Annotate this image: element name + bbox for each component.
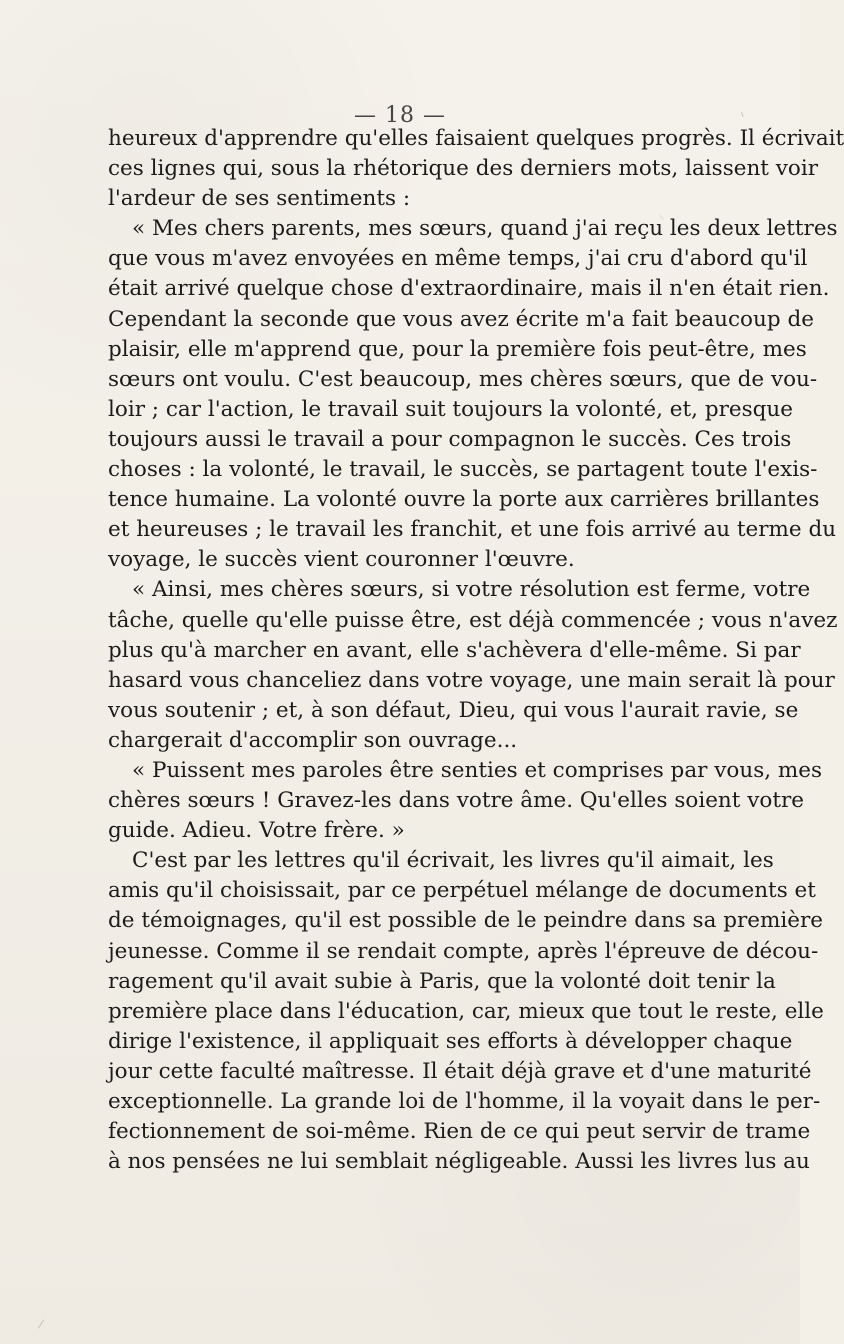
text-line-1: heureux d'apprendre qu'elles faisaient quelques progrès. Il écrivait [108,126,844,151]
text-line-5: que vous m'avez envoyées en même temps, j'ai cru d'abord qu'il [108,246,808,272]
text-line-34: fectionnement de soi-même. Rien de ce qui peut servir de trame [108,1119,811,1145]
text-line-27: de témoignages, qu'il est possible de le peindre dans sa première [108,908,823,934]
text-line-26: amis qu'il choisissait, par ce perpétuel mélange de documents et [108,878,816,904]
text-line-14: et heureuses ; le travail les franchit, et une fois arrivé au terme du [108,517,837,543]
text-line-15: voyage, le succès vient couronner l'œuvre. [108,547,575,573]
text-line-8: plaisir, elle m'apprend que, pour la première fois peut-être, mes [108,336,807,362]
text-line-21: chargerait d'accomplir son ouvrage... [108,727,518,753]
text-line-18: plus qu'à marcher en avant, elle s'achèvera d'elle-même. Si par [108,637,801,663]
text-line-33: exceptionnelle. La grande loi de l'homme, il la voyait dans le per- [108,1089,821,1114]
page-text [108,124,844,1177]
text-line-31: dirige l'existence, il appliquait ses efforts à développer chaque [108,1028,793,1054]
text-line-29: ragement qu'il avait subie à Paris, que la volonté doit tenir la [108,968,776,994]
text-line-20: vous soutenir ; et, à son défaut, Dieu, qui vous l'aurait ravie, se [108,697,799,723]
text-line-3: l'ardeur de ses sentiments : [108,186,411,212]
text-line-32: jour cette faculté maîtresse. Il était déjà grave et d'une maturité [108,1058,812,1084]
text-line-12: choses : la volonté, le travail, le succès, se partagent toute l'exis- [108,457,818,483]
text-line-10: loir ; car l'action, le travail suit toujours la volonté, et, presque [108,396,793,422]
text-line-11: toujours aussi le travail a pour compagnon le succès. Ces trois [108,426,792,452]
text-line-35: à nos pensées ne lui semblait négligeable. Aussi les livres lus au [108,1149,810,1175]
text-line-2: ces lignes qui, sous la rhétorique des derniers mots, laissent voir [108,156,819,182]
text-line-22: « Puissent mes paroles être senties et comprises par vous, mes [132,757,823,783]
text-line-9: sœurs ont voulu. C'est beaucoup, mes chères sœurs, que de vou- [108,366,818,392]
text-line-23: chères sœurs ! Gravez-les dans votre âme. Qu'elles soient votre [108,788,804,814]
text-line-25: C'est par les lettres qu'il écrivait, les livres qu'il aimait, les [132,848,774,874]
text-line-24: guide. Adieu. Votre frère. » [108,818,405,844]
text-line-16: « Ainsi, mes chères sœurs, si votre résolution est ferme, votre [132,577,811,603]
text-line-7: Cependant la seconde que vous avez écrite m'a fait beaucoup de [108,306,814,332]
text-line-28: jeunesse. Comme il se rendait compte, après l'épreuve de décou- [108,938,819,964]
text-line-4: « Mes chers parents, mes sœurs, quand j'ai reçu les deux lettres [132,216,838,242]
text-line-17: tâche, quelle qu'elle puisse être, est déjà commencée ; vous n'avez [108,607,838,633]
text-line-6: était arrivé quelque chose d'extraordinaire, mais il n'en était rien. [108,276,830,302]
paper-mark [38,1320,44,1329]
text-line-19: hasard vous chanceliez dans votre voyage, une main serait là pour [108,667,835,693]
text-line-30: première place dans l'éducation, car, mieux que tout le reste, elle [108,998,824,1024]
page-number: — 18 — [354,103,446,128]
text-line-13: tence humaine. La volonté ouvre la porte aux carrières brillantes [108,487,820,513]
